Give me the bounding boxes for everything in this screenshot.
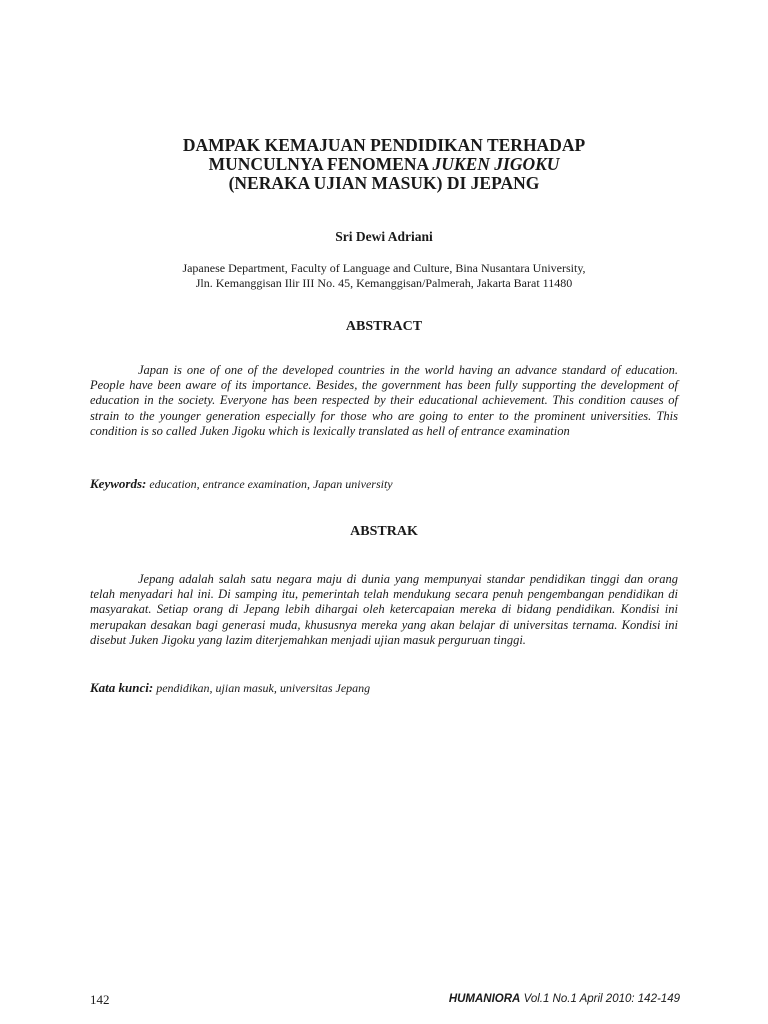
keywords-text: education, entrance examination, Japan university [146,477,393,491]
keywords [90,476,678,492]
journal-name: HUMANIORA [448,993,521,1005]
title-line-2 [90,155,678,174]
kata-kunci-text: pendidikan, ujian masuk, universitas Jepang [153,681,371,695]
author-affiliation [90,261,678,291]
page-number: 142 [90,992,110,1007]
title-line-2-prefix: MUNCULNYA FENOMENA [208,154,433,174]
title-line-2-italic: JUKEN JIGOKU [432,154,560,174]
journal-reference [449,993,680,1005]
keywords-label: Keywords: [90,476,147,491]
journal-details: Vol.1 No.1 April 2010: 142-149 [520,993,680,1005]
title-line-3: (NERAKA UJIAN MASUK) DI JEPANG [228,173,540,193]
affiliation-line-2: Jln. Kemanggisan Ilir III No. 45, Kemanggisan/Palmerah, Jakarta Barat 11480 [195,276,573,290]
abstract-heading: ABSTRACT [345,319,423,334]
author-name: Sri Dewi Adriani [335,229,433,244]
abstract-body: Japan is one of one of the developed countries in the world having an advance standard of education. People have been aware of its importance. Besides, the government has been fully supporting the development of education in the society. Everyone has been respected by their educational achievement. This condition causes of strain to the younger generation especially for those who are going to enter to the prominent universities. This condition is so called Juken Jigoku which is lexically translated as hell of entrance examination [90,363,678,438]
paper-title [90,136,678,193]
abstrak-body: Jepang adalah salah satu negara maju di dunia yang mempunyai standar pendidikan tinggi dan orang telah menyadari hal ini. Di samping itu, pemerintah telah mendukung secara penuh pengembangan pendidikan di masyarakat. Setiap orang di Jepang lebih dihargai oleh ketercapaian mereka di bidang pendidikan. Kondisi ini merupakan desakan bagi generasi muda, khususnya mereka yang akan belajar di universitas ternama. Kondisi ini disebut Juken Jigoku yang lazim diterjemahkan menjadi ujian masuk perguruan tinggi. [90,572,678,647]
kata-kunci-label: Kata kunci: [90,680,154,695]
affiliation-line-1: Japanese Department, Faculty of Language and Culture, Bina Nusantara University, [182,261,586,275]
abstrak-heading: ABSTRAK [350,524,418,539]
title-line-1: DAMPAK KEMAJUAN PENDIDIKAN TERHADAP [182,135,586,155]
kata-kunci [90,680,678,696]
